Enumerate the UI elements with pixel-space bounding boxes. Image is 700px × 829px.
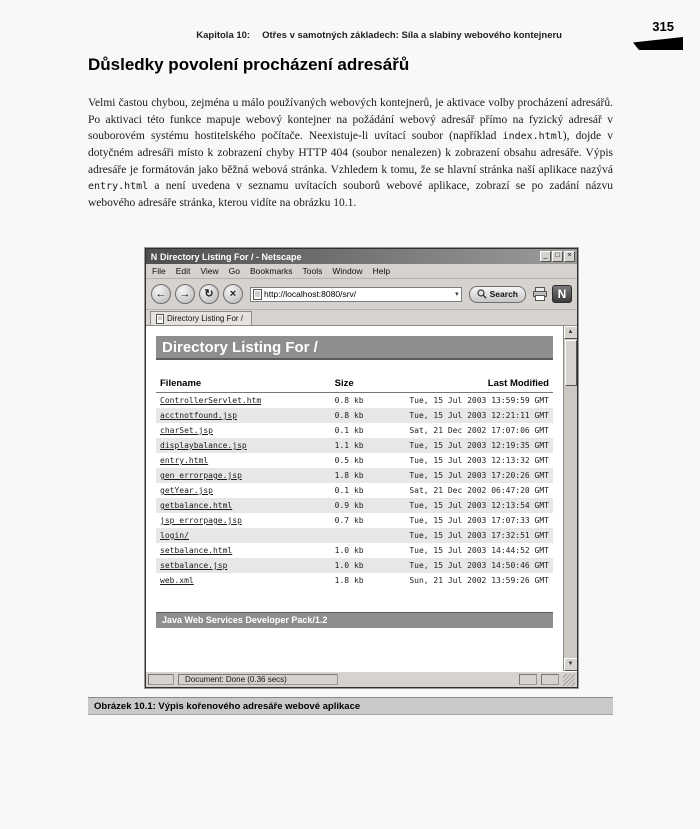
- scroll-down-button[interactable]: ▼: [564, 658, 578, 671]
- file-cell: [156, 393, 331, 409]
- reload-button[interactable]: ↻: [199, 284, 219, 304]
- file-modified: Tue, 15 Jul 2003 12:19:35 GMT: [409, 441, 549, 450]
- section-title: Důsledky povolení procházení adresářů: [88, 55, 410, 74]
- file-cell: [156, 423, 331, 438]
- file-modified: Tue, 15 Jul 2003 12:13:32 GMT: [409, 456, 549, 465]
- file-link[interactable]: entry.html: [160, 456, 209, 465]
- file-link[interactable]: getYear.jsp: [160, 486, 213, 495]
- menu-bookmarks[interactable]: Bookmarks: [249, 266, 293, 276]
- corner-wedge-decoration: [633, 37, 683, 50]
- file-size: 0.8 kb: [334, 411, 364, 420]
- status-segment: [519, 674, 537, 685]
- close-button[interactable]: ×: [564, 251, 575, 262]
- file-modified: Tue, 15 Jul 2003 12:21:11 GMT: [409, 411, 549, 420]
- file-cell: [156, 558, 331, 573]
- menu-window[interactable]: Window: [332, 266, 363, 276]
- minimize-button[interactable]: _: [540, 251, 551, 262]
- file-cell: [156, 438, 331, 453]
- file-link[interactable]: acctnotfound.jsp: [160, 411, 238, 420]
- table-row: [156, 573, 553, 588]
- table-row: [156, 423, 553, 438]
- file-size: 0.1 kb: [334, 426, 364, 435]
- file-size: 1.8 kb: [334, 576, 364, 585]
- tab-page-icon: [156, 314, 164, 324]
- table-row: [156, 528, 553, 543]
- file-modified: Tue, 15 Jul 2003 13:59:59 GMT: [409, 396, 549, 405]
- table-row: [156, 453, 553, 468]
- file-modified: Sat, 21 Dec 2002 06:47:20 GMT: [409, 486, 549, 495]
- netscape-logo[interactable]: N: [552, 285, 572, 303]
- chapter-title: Otřes v samotných základech: Síla a slabiny webového kontejneru: [262, 30, 562, 41]
- table-row: [156, 498, 553, 513]
- file-cell: [156, 468, 331, 483]
- menu-go[interactable]: Go: [228, 266, 240, 276]
- file-cell: [156, 483, 331, 498]
- tab-label: Directory Listing For /: [167, 314, 244, 323]
- inline-code: index.html: [502, 131, 563, 143]
- stop-button[interactable]: ×: [223, 284, 243, 304]
- column-header-size: Size: [331, 376, 395, 393]
- file-modified: Tue, 15 Jul 2003 17:20:26 GMT: [409, 471, 549, 480]
- paragraph-text: Velmi častou chybou, zejména u málo používaných webových kontejnerů, je aktivace volby procházení adresářů. Po aktivaci této funkce mapuje webový kontejner na požádání webový adresář přímo na fyzický adresář v souborovém systému hostitelského počítače. Neexistuje-li uvítací soubor (například: [88, 97, 613, 143]
- file-size: 0.7 kb: [334, 516, 364, 525]
- file-modified: Tue, 15 Jul 2003 17:07:33 GMT: [409, 516, 549, 525]
- file-size: 0.8 kb: [334, 396, 364, 405]
- component-bar-icon[interactable]: [148, 674, 174, 685]
- search-label: Search: [489, 289, 518, 299]
- table-row: [156, 483, 553, 498]
- table-header-row: [156, 376, 553, 393]
- file-cell: [156, 453, 331, 468]
- body-paragraph: [88, 95, 613, 212]
- file-modified: Tue, 15 Jul 2003 14:44:52 GMT: [409, 546, 549, 555]
- browser-content: [146, 326, 577, 671]
- browser-window: [145, 248, 578, 688]
- table-row: [156, 408, 553, 423]
- menu-bar: [146, 264, 577, 279]
- status-text: Document: Done (0.36 secs): [178, 674, 338, 685]
- table-row: [156, 393, 553, 409]
- file-size: 0.1 kb: [334, 486, 364, 495]
- menu-tools[interactable]: Tools: [302, 266, 323, 276]
- file-modified: Sat, 21 Dec 2002 17:07:06 GMT: [409, 426, 549, 435]
- table-row: [156, 513, 553, 528]
- column-header-modified: Last Modified: [394, 376, 553, 393]
- window-controls: [540, 251, 575, 262]
- figure-caption: Obrázek 10.1: Výpis kořenového adresáře webové aplikace: [88, 697, 613, 715]
- file-modified: Tue, 15 Jul 2003 12:13:54 GMT: [409, 501, 549, 510]
- window-title: Directory Listing For / - Netscape: [160, 251, 302, 262]
- column-header-filename: Filename: [156, 376, 331, 393]
- file-link[interactable]: web.xml: [160, 576, 194, 585]
- resize-grip[interactable]: [563, 674, 575, 686]
- file-link[interactable]: gen_errorpage.jsp: [160, 471, 242, 480]
- url-input[interactable]: [262, 288, 455, 300]
- file-cell: [156, 528, 331, 543]
- file-size: [331, 528, 395, 543]
- maximize-button[interactable]: □: [552, 251, 563, 262]
- url-dropdown-arrow[interactable]: ▾: [455, 291, 459, 298]
- paragraph-text: a není uvedena v seznamu uvítacích souborů webové aplikace, zobrazí se po zadání názvu webového adresáře stránka, kterou vidíte na obrázku 10.1.: [88, 180, 613, 210]
- running-header: [196, 30, 562, 41]
- url-field-wrap: [250, 287, 462, 302]
- security-indicator: [541, 674, 559, 685]
- directory-heading-bar: [156, 336, 553, 360]
- table-row: [156, 438, 553, 453]
- navigation-toolbar: [146, 279, 577, 310]
- file-size: 1.0 kb: [334, 561, 364, 570]
- status-bar: [146, 671, 577, 687]
- file-cell: [156, 543, 331, 558]
- chapter-label: Kapitola 10:: [196, 30, 251, 41]
- file-cell: [156, 513, 331, 528]
- file-size: 1.0 kb: [334, 546, 364, 555]
- print-icon[interactable]: [532, 287, 548, 301]
- menu-edit[interactable]: Edit: [175, 266, 191, 276]
- file-link[interactable]: jsp_errorpage.jsp: [160, 516, 242, 525]
- file-link[interactable]: setbalance.jsp: [160, 561, 228, 570]
- footer-text: Java Web Services Developer Pack/1.2: [162, 615, 328, 625]
- table-row: [156, 558, 553, 573]
- file-link[interactable]: getbalance.html: [160, 501, 233, 510]
- file-modified: Sun, 21 Jul 2002 13:59:26 GMT: [409, 576, 549, 585]
- file-cell: [156, 498, 331, 513]
- file-cell: [156, 573, 331, 588]
- paragraph-text: ), dojde v dotyčném adresáři místo k zobrazení chyby HTTP 404 (soubor nenalezen) k zobrazení obsahu adresáře. Výpis adresáře je formátován jako běžná webová stránka. Vzhledem k tomu, že se hlavní stránka naší aplikace nazývá: [88, 130, 613, 176]
- listing-body: [156, 393, 553, 589]
- back-button[interactable]: ←: [151, 284, 171, 304]
- menu-help[interactable]: Help: [372, 266, 391, 276]
- directory-heading: Directory Listing For /: [162, 339, 318, 356]
- tab-bar: [146, 310, 577, 326]
- search-icon: [477, 289, 487, 299]
- page-number: 315: [652, 19, 674, 34]
- file-link[interactable]: login/: [160, 531, 189, 540]
- menu-file[interactable]: File: [152, 266, 166, 276]
- file-modified: Tue, 15 Jul 2003 14:50:46 GMT: [409, 561, 549, 570]
- file-size: 0.9 kb: [334, 501, 364, 510]
- forward-button[interactable]: →: [175, 284, 195, 304]
- scroll-up-button[interactable]: ▲: [564, 326, 578, 339]
- directory-footer-bar: [156, 612, 553, 628]
- file-modified: Tue, 15 Jul 2003 17:32:51 GMT: [409, 531, 549, 540]
- menu-view[interactable]: View: [200, 266, 219, 276]
- file-size: 1.1 kb: [334, 441, 364, 450]
- netscape-app-icon: N: [150, 251, 158, 262]
- file-cell: [156, 408, 331, 423]
- file-size: 1.8 kb: [334, 471, 364, 480]
- table-row: [156, 468, 553, 483]
- file-link[interactable]: charSet.jsp: [160, 426, 213, 435]
- directory-table: [156, 376, 553, 588]
- table-row: [156, 543, 553, 558]
- location-page-icon: [253, 289, 262, 300]
- window-titlebar[interactable]: [146, 249, 577, 264]
- page-tab[interactable]: [150, 311, 252, 325]
- file-link[interactable]: displaybalance.jsp: [160, 441, 247, 450]
- file-size: 0.5 kb: [334, 456, 364, 465]
- file-link[interactable]: ControllerServlet.htm: [160, 396, 262, 405]
- scrollbar-thumb[interactable]: [565, 340, 577, 386]
- inline-code: entry.html: [88, 181, 149, 193]
- search-button[interactable]: [469, 286, 526, 303]
- vertical-scrollbar[interactable]: [563, 326, 577, 671]
- file-link[interactable]: setbalance.html: [160, 546, 233, 555]
